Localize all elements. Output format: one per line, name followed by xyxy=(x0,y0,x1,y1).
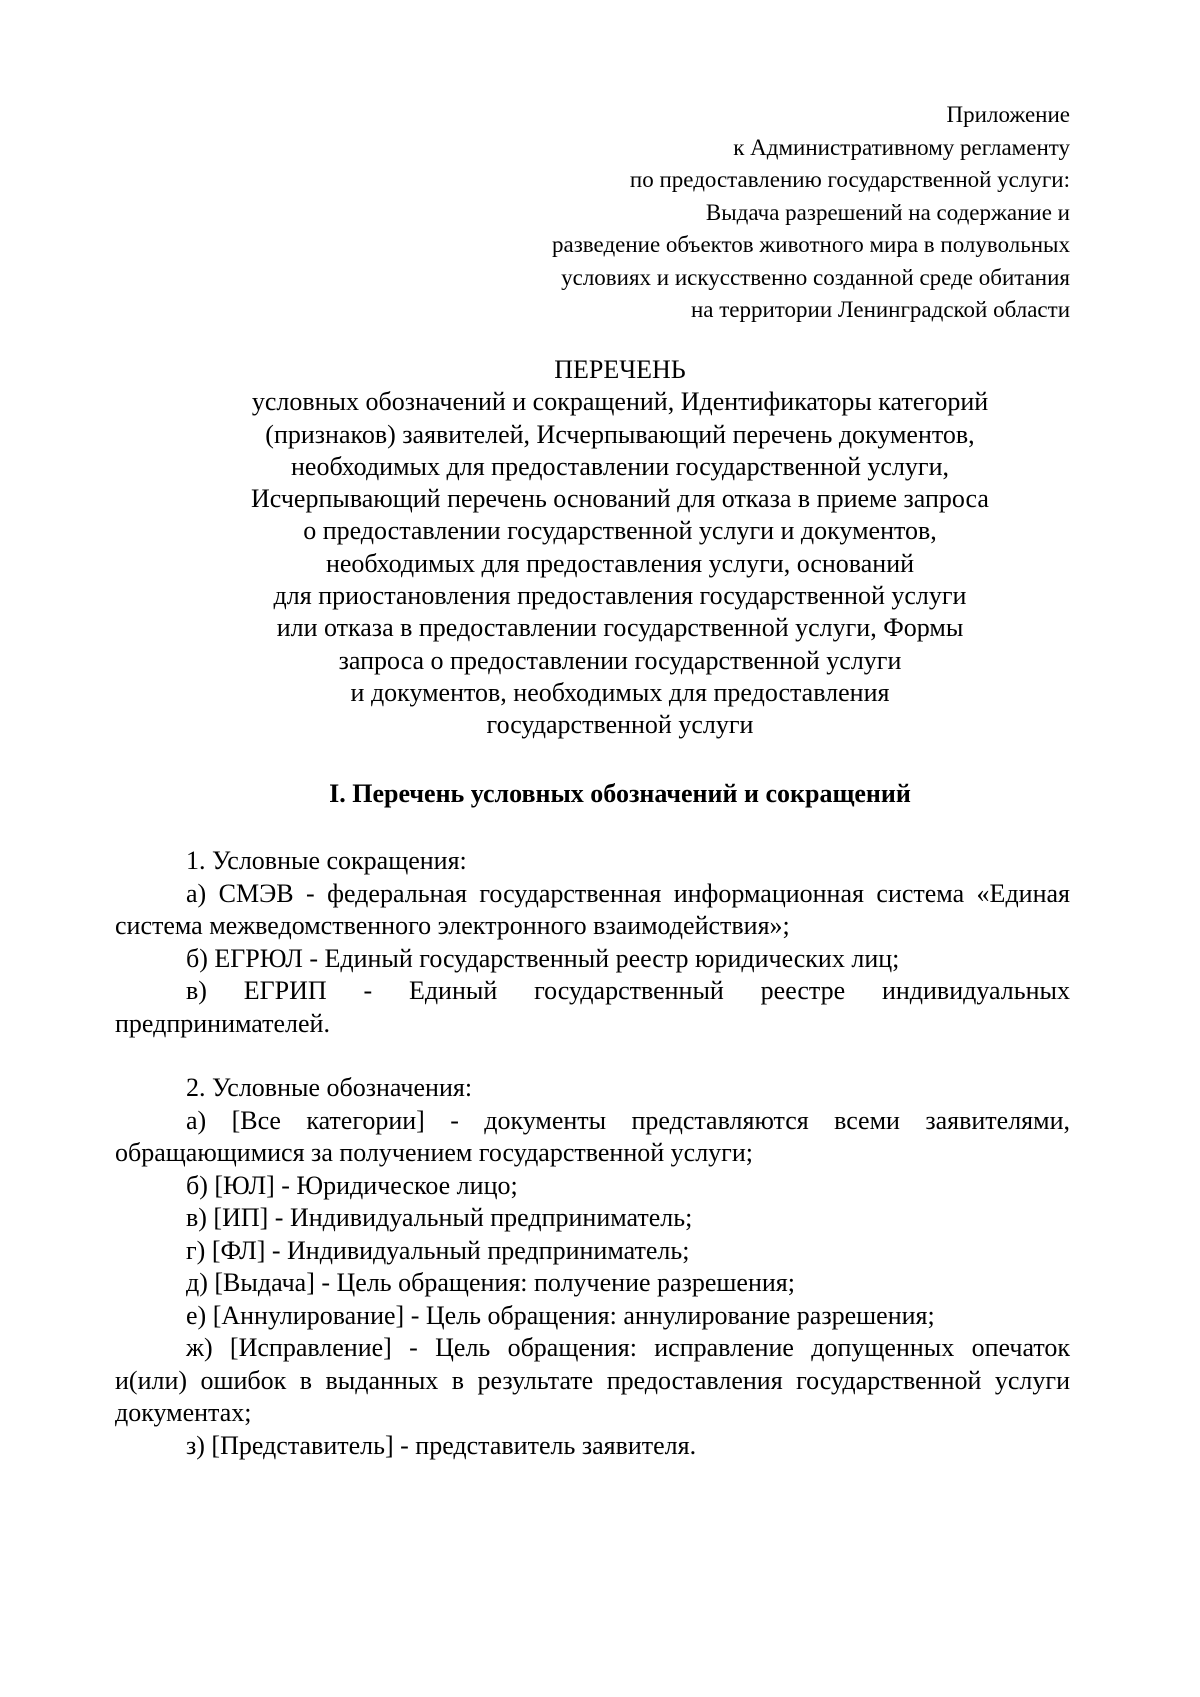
designations-title: 2. Условные обозначения: xyxy=(186,1073,473,1102)
title-line: или отказа в предоставлении государственной услуги, Формы xyxy=(276,613,964,643)
appendix-line: к Административному регламенту xyxy=(733,134,1070,160)
title-line: необходимых для предоставления услуги, оснований xyxy=(325,548,915,578)
designation-item: д) [Выдача] - Цель обращения: получение разрешения; xyxy=(186,1268,795,1297)
section-body xyxy=(115,845,1070,1462)
designation-item: в) [ИП] - Индивидуальный предприниматель; xyxy=(186,1203,693,1232)
appendix-line: Выдача разрешений на содержание и xyxy=(705,199,1070,225)
paragraph-gap xyxy=(115,1040,1070,1072)
abbreviation-item: в) ЕГРИП - Единый государственный реестре индивидуальных предпринимателей. xyxy=(115,976,1070,1038)
document-title xyxy=(170,354,1070,742)
title-line: запроса о предоставлении государственной услуги xyxy=(338,645,902,675)
abbreviations-title: 1. Условные сокращения: xyxy=(186,846,467,875)
appendix-line: на территории Ленинградской области xyxy=(690,297,1070,322)
appendix-line: условиях и искусственно созданной среде обитания xyxy=(561,264,1070,290)
designation-item: е) [Аннулирование] - Цель обращения: аннулирование разрешения; xyxy=(186,1300,935,1330)
title-line: условных обозначений и сокращений, Идентификаторы категорий xyxy=(251,387,989,417)
appendix-line: разведение объектов животного мира в полувольных xyxy=(552,232,1070,257)
title-line: необходимых для предоставлении государственной услуги, xyxy=(290,451,949,481)
abbreviation-item: б) ЕГРЮЛ - Единый государственный реестр юридических лиц; xyxy=(186,943,900,973)
designation-item: з) [Представитель] - представитель заявителя. xyxy=(186,1430,697,1460)
appendix-note xyxy=(430,99,1070,327)
section-heading: I. Перечень условных обозначений и сокращений xyxy=(329,779,911,808)
designation-item: г) [ФЛ] - Индивидуальный предприниматель; xyxy=(186,1235,690,1265)
appendix-line: Приложение xyxy=(946,102,1070,127)
title-line: государственной услуги xyxy=(486,710,754,740)
designation-item: б) [ЮЛ] - Юридическое лицо; xyxy=(186,1170,518,1200)
title-heading: ПЕРЕЧЕНЬ xyxy=(554,355,686,384)
title-line: (признаков) заявителей, Исчерпывающий перечень документов, xyxy=(265,419,975,449)
abbreviation-item: а) СМЭВ - федеральная государственная информационная система «Единая система межведомственного электронного взаимодействия»; xyxy=(115,878,1070,940)
title-line: и документов, необходимых для предоставления xyxy=(350,677,890,707)
designation-item: а) [Все категории] - документы представляются всеми заявителями, обращающимися за получением государственной услуги; xyxy=(115,1105,1070,1167)
title-line: Исчерпывающий перечень оснований для отказа в приеме запроса xyxy=(251,484,989,514)
appendix-line: по предоставлению государственной услуги: xyxy=(629,167,1070,192)
designation-item: ж) [Исправление] - Цель обращения: исправление допущенных опечаток и(или) ошибок в выданных в результате предоставления государственной услуги документах; xyxy=(115,1333,1070,1427)
title-line: о предоставлении государственной услуги и документов, xyxy=(303,516,937,546)
title-line: для приостановления предоставления государственной услуги xyxy=(273,581,967,611)
